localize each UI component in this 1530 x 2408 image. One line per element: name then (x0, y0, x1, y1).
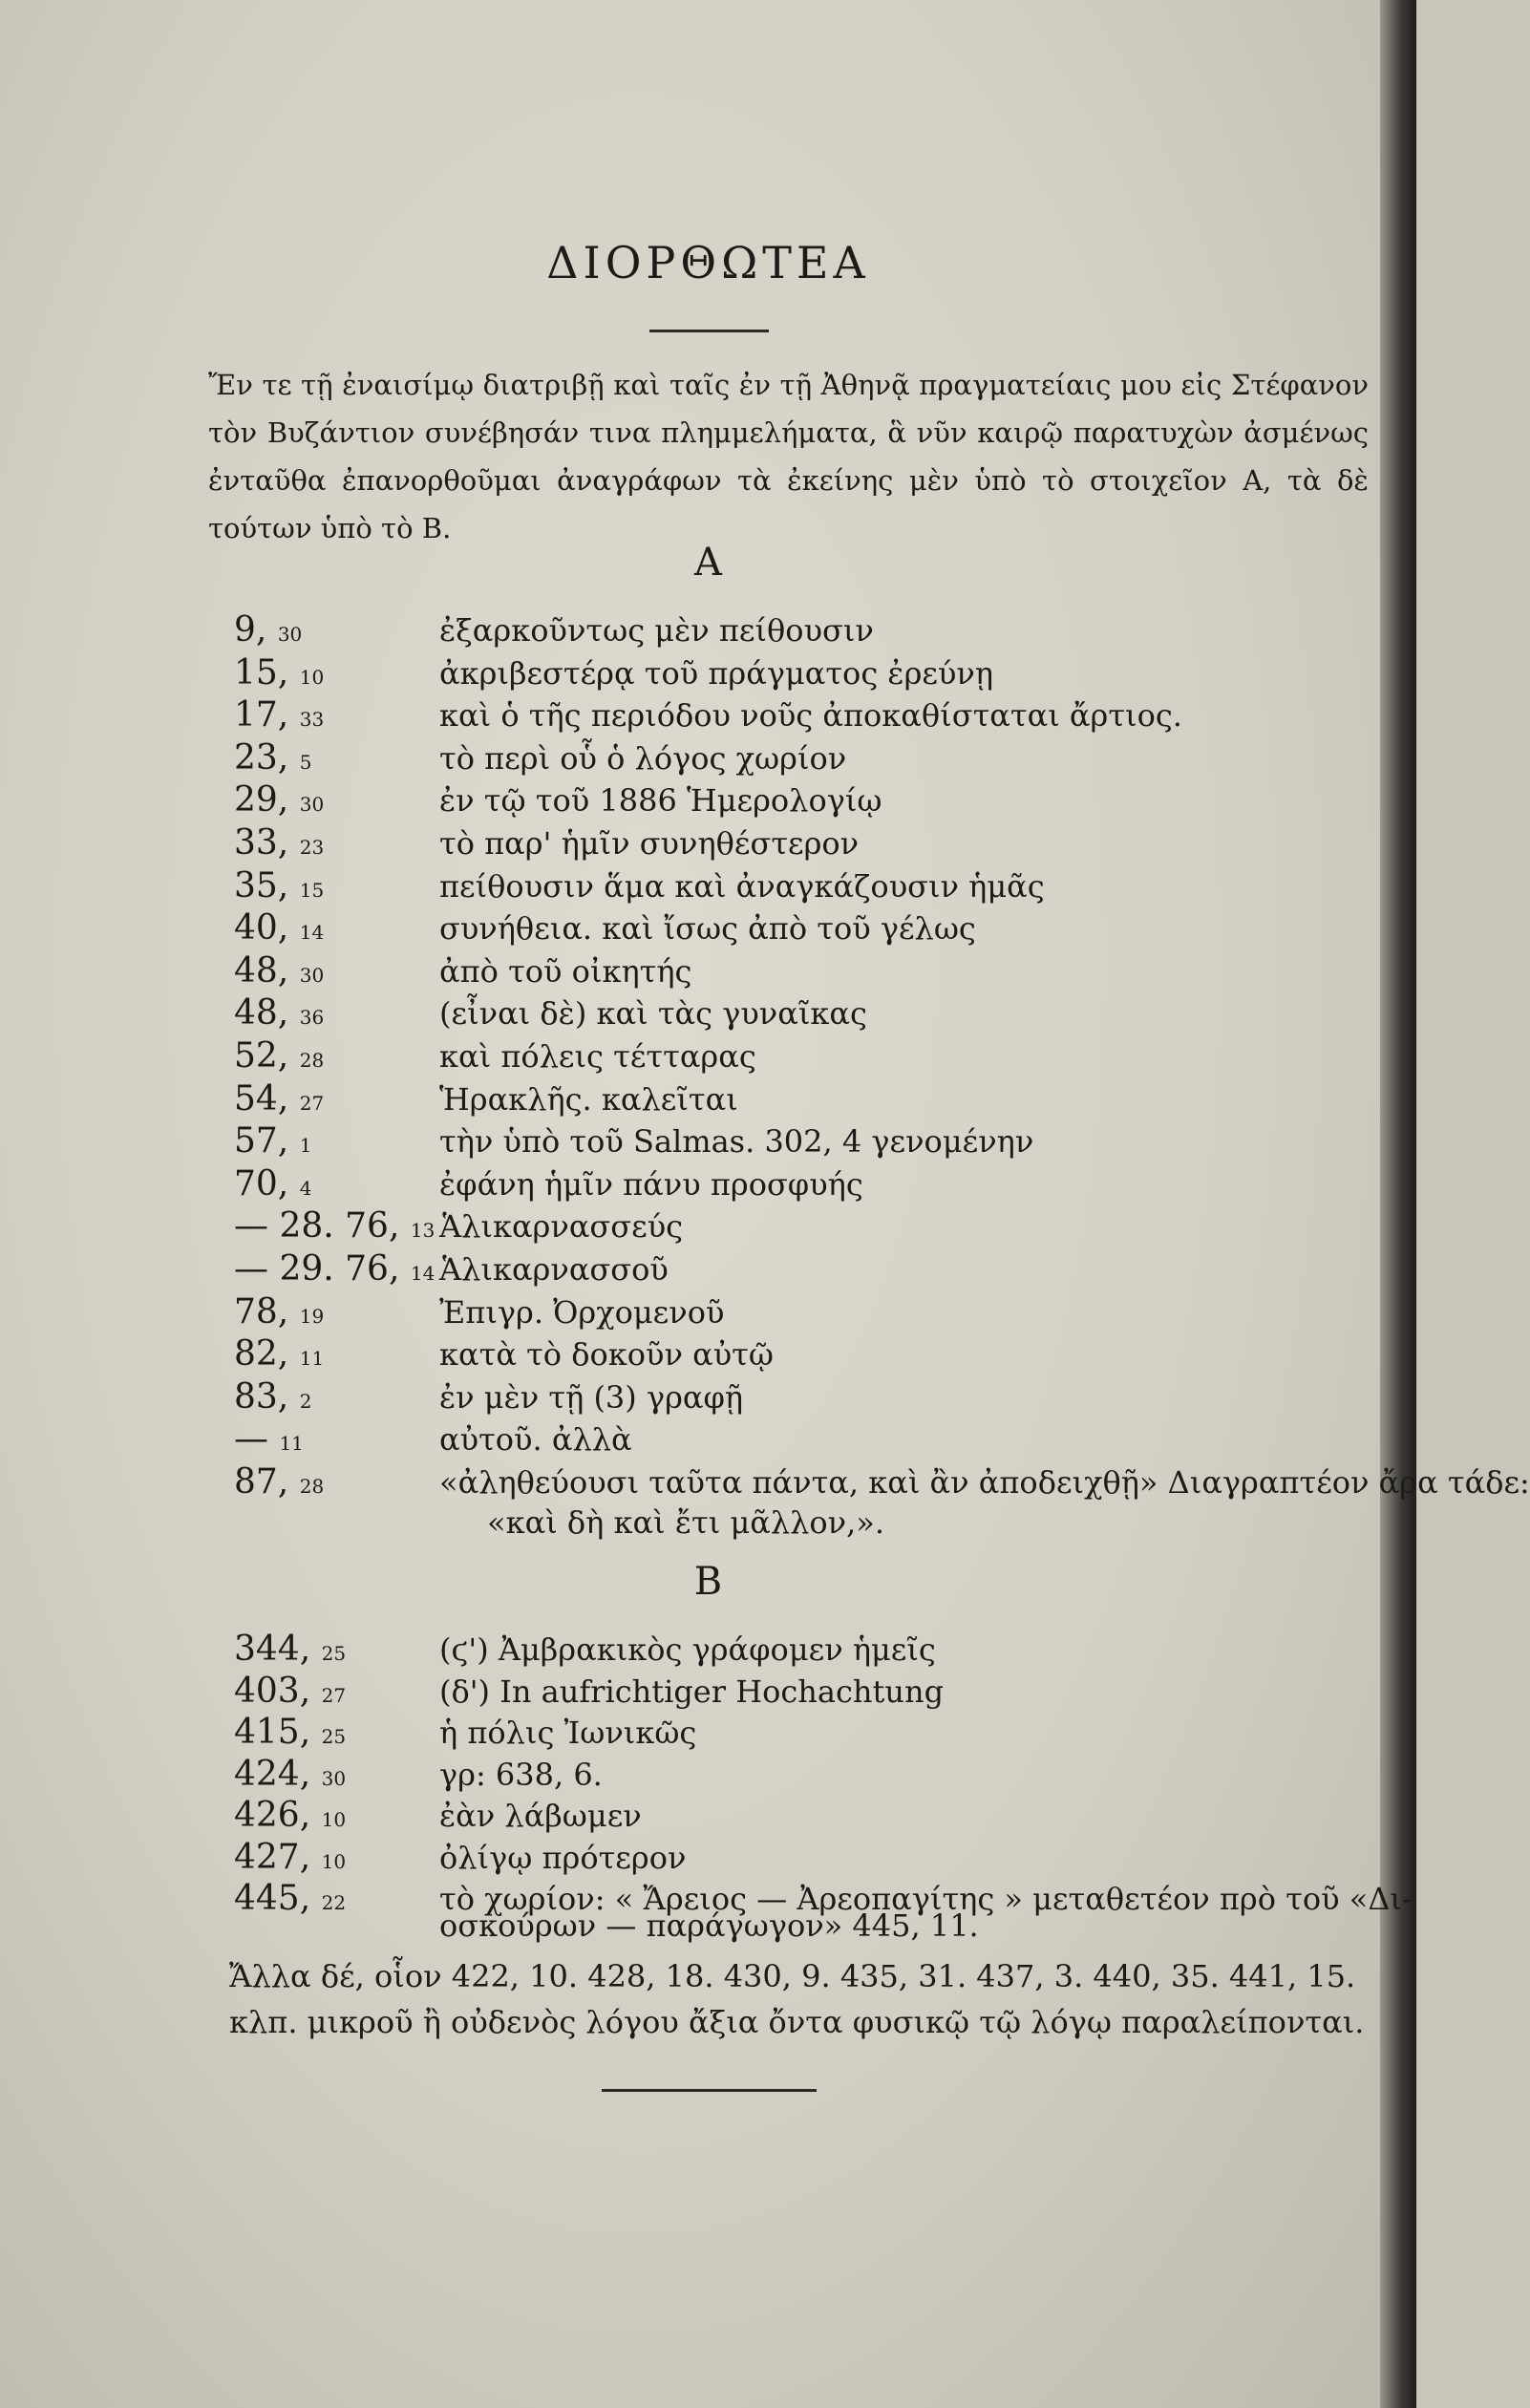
entry-reference (234, 865, 444, 911)
entry-line-number: 30 (321, 1766, 347, 1790)
entry-line-number: 19 (299, 1304, 325, 1328)
entry-line-number: 27 (299, 1091, 325, 1115)
entry-line-number: 25 (321, 1725, 347, 1748)
entry-reference (234, 1837, 444, 1883)
entry-correction-text: συνήθεια. καὶ ἴσως ἀπὸ τοῦ γέλως (439, 910, 976, 948)
entry-line-number: 23 (299, 836, 325, 859)
entry-page-number: 40, (234, 908, 289, 948)
entry-reference (234, 950, 444, 996)
entry-line-number: 30 (277, 623, 303, 646)
entry-page-number: 48, (234, 950, 289, 991)
entry-correction-text: Ἐπιγρ. Ὀρχομενοῦ (439, 1293, 725, 1331)
entry-correction-text: Ἁλικαρνασσεύς (439, 1208, 684, 1246)
entry-correction-text: τὸ παρ' ἡμῖν συνηθέστερον (439, 825, 860, 862)
entry-reference (234, 1078, 444, 1124)
entry-page-number: 445, (234, 1879, 311, 1918)
entry-page-number: 57, (234, 1121, 289, 1161)
entry-reference (234, 1461, 444, 1507)
entry-reference (234, 694, 444, 740)
entry-line-number: 27 (321, 1683, 347, 1707)
entry-line-number: 15 (299, 878, 325, 902)
entry-correction-text: (δ') In aufrichtiger Hochachtung (439, 1673, 945, 1710)
entry-line-number: 28 (299, 1475, 325, 1498)
entry-reference (234, 737, 444, 783)
entry-page-number: — 28. 76, (234, 1206, 400, 1247)
entry-correction-text: (ϛ') Ἀμβρακικὸς γράφομεν ἡμεῖς (439, 1631, 936, 1668)
entry-correction-text: γρ: 638, 6. (439, 1756, 603, 1793)
entry-reference (234, 1333, 444, 1379)
entry-page-number: 15, (234, 652, 289, 693)
entry-line-number: 10 (321, 1808, 347, 1831)
entry-reference (234, 1035, 444, 1081)
entry-reference (234, 1205, 444, 1251)
intro-paragraph: Ἔν τε τῇ ἐναισίμῳ διατριβῇ καὶ ταῖς ἐν τῇ Ἀθηνᾷ πραγματείαις μου εἰς Στέφανον τὸν Βυζάντιον συνέβησάν τινα πλημμελήματα, ἃ νῦν καιρῷ παρατυχὼν ἀσμένως ἐνταῦθα ἐπανορθοῦμαι ἀναγράφων τὰ ἐκείνης μὲν ὑπὸ τὸ στοιχεῖον Α, τὰ δὲ τούτων ὑπὸ τὸ Β. (208, 369, 1369, 544)
entry-correction-text: καὶ πόλεις τέτταρας (439, 1038, 756, 1075)
entry-correction-text: «ἀληθεύουσι ταῦτα πάντα, καὶ ἂν ἀποδειχθῇ» Διαγραπτέον ἄρα τάδε: (439, 1464, 1530, 1501)
entry-reference (234, 1754, 444, 1800)
entry-page-number: 70, (234, 1163, 289, 1204)
entry-page-number: 17, (234, 695, 289, 735)
entry-correction-text: ὀλίγῳ πρότερον (439, 1839, 687, 1876)
entry-correction-text: ἡ πόλις Ἰωνικῶς (439, 1715, 697, 1751)
entry-page-number: 83, (234, 1376, 289, 1417)
section-a-continuation: «καὶ δὴ καὶ ἔτι μᾶλλον,». (487, 1504, 885, 1541)
entry-reference (234, 907, 444, 953)
entry-page-number: 33, (234, 823, 289, 863)
entry-reference (234, 1291, 444, 1337)
entry-correction-text: ἀπὸ τοῦ οἰκητής (439, 952, 692, 990)
entry-page-number: 29, (234, 780, 289, 820)
entry-correction-text: (εἶναι δὲ) καὶ τὰς γυναῖκας (439, 995, 867, 1033)
entry-page-number: 344, (234, 1630, 311, 1669)
entry-correction-text: αὐτοῦ. ἀλλὰ (439, 1421, 632, 1459)
entry-page-number: 87, (234, 1462, 289, 1502)
entry-reference (234, 1712, 444, 1758)
entry-page-number: 52, (234, 1036, 289, 1076)
entry-reference (234, 1795, 444, 1841)
entry-line-number: 11 (279, 1432, 304, 1456)
entry-page-number: 82, (234, 1334, 289, 1374)
entry-reference (234, 779, 444, 825)
entry-correction-text: κατὰ τὸ δοκοῦν αὐτῷ (439, 1336, 774, 1374)
entry-correction-text: ἐν τῷ τοῦ 1886 Ἡμερολογίῳ (439, 782, 882, 820)
entry-correction-text: ἐφάνη ἡμῖν πάνυ προσφυής (439, 1165, 863, 1203)
entry-correction-text: ἐξαρκοῦντως μὲν πείθουσιν (439, 612, 874, 649)
book-spine-shadow (1380, 0, 1416, 2408)
entry-page-number: — (234, 1419, 268, 1460)
entry-page-number: 403, (234, 1671, 311, 1711)
entry-page-number: 415, (234, 1713, 311, 1752)
entry-line-number: 4 (299, 1176, 312, 1200)
entry-line-number: 22 (321, 1891, 347, 1914)
page-title: ΔΙΟΡΘΩΤΕΑ (546, 237, 870, 288)
entry-page-number: 35, (234, 865, 289, 906)
entry-page-number: 23, (234, 737, 289, 778)
end-rule (602, 2089, 817, 2092)
entry-line-number: 10 (299, 665, 325, 689)
entry-page-number: — 29. 76, (234, 1249, 400, 1289)
entry-correction-text: Ἡρακλῆς. καλεῖται (439, 1080, 738, 1118)
entry-page-number: 48, (234, 993, 289, 1034)
entry-page-number: 424, (234, 1754, 311, 1794)
entry-reference (234, 1671, 444, 1716)
entry-correction-text: ἐὰν λάβωμεν (439, 1798, 642, 1834)
entry-page-number: 427, (234, 1837, 311, 1877)
entry-correction-text: ἀκριβεστέρᾳ τοῦ πράγματος ἐρεύνῃ (439, 654, 994, 692)
entry-reference (234, 1376, 444, 1422)
entry-line-number: 1 (299, 1134, 312, 1158)
section-b-heading: Β (693, 1560, 723, 1604)
entry-correction-text: πείθουσιν ἅμα καὶ ἀναγκάζουσιν ἡμᾶς (439, 867, 1045, 905)
entry-line-number: 13 (410, 1219, 436, 1243)
entry-correction-text: καὶ ὁ τῆς περιόδου νοῦς ἀποκαθίσταται ἄρτιος. (439, 697, 1182, 735)
entry-reference (234, 1418, 444, 1464)
entry-line-number: 30 (299, 793, 325, 817)
entry-correction-text: τὸ χωρίον: « Ἄρειος — Ἀρεοπαγίτης » μεταθετέον πρὸ τοῦ «Δι- (439, 1881, 1413, 1917)
entry-reference (234, 1629, 444, 1674)
entry-line-number: 2 (299, 1389, 312, 1413)
entry-reference (234, 652, 444, 698)
entry-page-number: 54, (234, 1078, 289, 1119)
entry-page-number: 9, (234, 610, 267, 650)
entry-line-number: 5 (299, 750, 312, 774)
entry-line-number: 14 (410, 1262, 436, 1285)
entry-reference (234, 822, 444, 868)
section-b-continuation: οσκούρων — παράγωγον» 445, 11. (439, 1907, 979, 1944)
entry-page-number: 426, (234, 1796, 311, 1835)
entry-page-number: 78, (234, 1291, 289, 1332)
entry-reference (234, 1163, 444, 1209)
entry-reference (234, 609, 444, 655)
entry-correction-text: τὴν ὑπὸ τοῦ Salmas. 302, 4 γενομένην (439, 1123, 1034, 1161)
title-rule (649, 330, 769, 332)
entry-line-number: 36 (299, 1006, 325, 1030)
entry-correction-text: ἐν μὲν τῇ (3) γραφῇ (439, 1378, 744, 1416)
entry-line-number: 10 (321, 1849, 347, 1873)
entry-line-number: 14 (299, 921, 325, 945)
entry-reference (234, 992, 444, 1038)
entry-reference (234, 1878, 444, 1924)
entry-correction-text: τὸ περὶ οὗ ὁ λόγος χωρίον (439, 739, 847, 777)
closing-paragraph: Ἄλλα δέ, οἷον 422, 10. 428, 18. 430, 9. 435, 31. 437, 3. 440, 35. 441, 15. κλπ. μικροῦ ἢ οὐδενὸς λόγου ἄξια ὄντα φυσικῷ τῷ λόγῳ παραλείπονται. (229, 1958, 1365, 2040)
entry-correction-text: Ἁλικαρνασσοῦ (439, 1251, 669, 1288)
entry-line-number: 28 (299, 1049, 325, 1072)
entry-line-number: 25 (321, 1642, 347, 1665)
entry-line-number: 33 (299, 708, 325, 732)
entry-line-number: 11 (299, 1347, 325, 1371)
entry-line-number: 30 (299, 963, 325, 987)
entry-reference (234, 1248, 444, 1294)
section-a-heading: Α (694, 541, 722, 585)
entry-reference (234, 1120, 444, 1166)
